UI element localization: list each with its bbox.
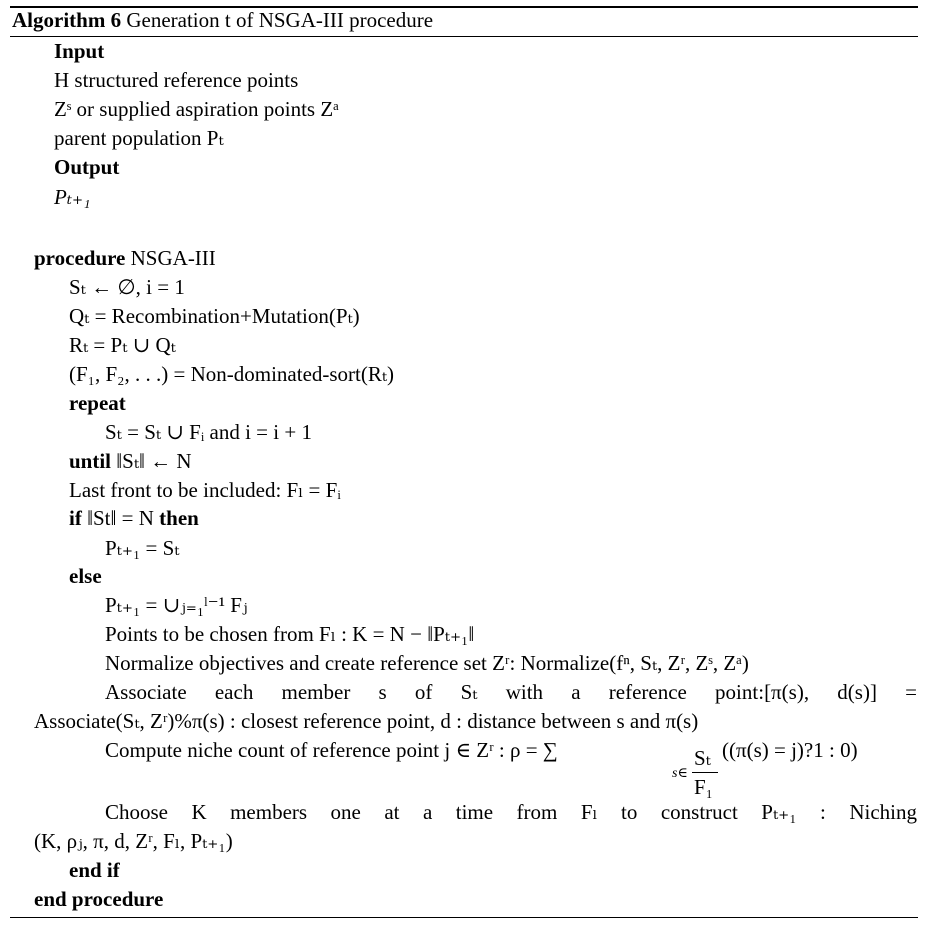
niche-fraction-denominator: F₁ — [694, 775, 714, 799]
step-union: Rₜ = Pₜ ∪ Qₜ — [69, 333, 176, 357]
end-procedure: end procedure — [34, 887, 164, 911]
procedure-keyword: procedure — [34, 246, 126, 270]
output-line-1: Pₜ₊₁ — [54, 185, 91, 209]
step-assign-union: Pₜ₊₁ = ∪ⱼ₌₁ˡ⁻¹ Fⱼ — [105, 593, 248, 617]
step-sort: (F₁, F₂, . . .) = Non-dominated-sort(Rₜ) — [69, 362, 395, 386]
caption-title: Generation t of NSGA-III procedure — [126, 8, 434, 32]
repeat-keyword: repeat — [69, 391, 126, 415]
step-normalize: Normalize objectives and create reference set Zʳ: Normalize(fⁿ, Sₜ, Zʳ, Zˢ, Zᵃ) — [105, 651, 749, 675]
then-keyword: then — [159, 506, 199, 530]
end-if: end if — [69, 858, 120, 882]
step-associate-b: Associate(Sₜ, Zʳ)%π(s) : closest reference point, d : distance between s and π(s) — [34, 709, 699, 733]
step-accumulate: Sₜ = Sₜ ∪ Fᵢ and i = i + 1 — [105, 420, 312, 444]
input-line-2: Zˢ or supplied aspiration points Zᵃ — [54, 97, 339, 121]
step-last-front: Last front to be included: Fₗ = Fᵢ — [69, 478, 341, 502]
input-line-1: H structured reference points — [54, 68, 299, 92]
algorithm-caption — [12, 8, 433, 32]
step-assign-s: Pₜ₊₁ = Sₜ — [105, 536, 180, 560]
input-line-3: parent population Pₜ — [54, 126, 224, 150]
input-heading: Input — [54, 39, 105, 63]
if-line — [69, 506, 199, 530]
if-condition: ‖St‖ = N — [87, 506, 154, 530]
until-line — [69, 449, 192, 473]
until-keyword: until — [69, 449, 112, 473]
niche-fraction-numerator: Sₜ — [694, 746, 711, 770]
step-associate-a: Associate each member s of Sₜ with a reference point:[π(s), d(s)] = — [105, 680, 917, 704]
step-points-chosen: Points to be chosen from Fₗ : K = N − ‖Pₜ₊₁‖ — [105, 622, 475, 646]
niche-sum-index: s∈ — [672, 766, 688, 781]
niche-indicator: ((π(s) = j)?1 : 0) — [722, 738, 858, 762]
procedure-name: NSGA-III — [130, 246, 216, 270]
output-heading: Output — [54, 155, 120, 179]
niche-fraction-bar — [692, 772, 718, 773]
caption-rule — [10, 36, 918, 37]
procedure-header — [34, 246, 216, 270]
step-choose-b: (K, ρⱼ, π, d, Zʳ, Fₗ, Pₜ₊₁) — [34, 829, 233, 853]
caption-label: Algorithm 6 — [12, 8, 122, 32]
step-niche-count: Compute niche count of reference point j ∈ Zʳ : ρ = ∑ — [105, 738, 558, 762]
step-init: Sₜ ← ∅, i = 1 — [69, 275, 185, 299]
step-offspring: Qₜ = Recombination+Mutation(Pₜ) — [69, 304, 360, 328]
if-keyword: if — [69, 506, 82, 530]
until-condition: ‖Sₜ‖ ← N — [116, 449, 192, 473]
bottom-rule — [10, 917, 918, 918]
step-choose-a: Choose K members one at a time from Fₗ to construct Pₜ₊₁ : Niching — [105, 800, 917, 824]
else-keyword: else — [69, 564, 102, 588]
